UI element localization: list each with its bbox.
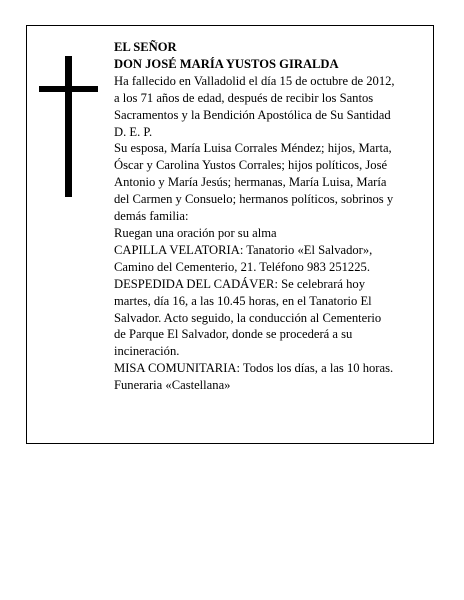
cross-horizontal-bar: [39, 86, 98, 92]
obituary-text: [114, 39, 430, 394]
deceased-name: DON JOSÉ MARÍA YUSTOS GIRALDA: [114, 56, 339, 71]
body-line: D. E. P.: [114, 124, 153, 139]
body-line: Ha fallecido en Valladolid el día 15 de octubre de 2012,: [114, 73, 395, 88]
body-line: Ruegan una oración por su alma: [114, 225, 277, 240]
body-line: DESPEDIDA DEL CADÁVER: Se celebrará hoy: [114, 276, 366, 291]
body-line: de Parque El Salvador, donde se procederá a su: [114, 327, 353, 342]
body-line: Su esposa, María Luisa Corrales Méndez; hijos, Marta,: [114, 141, 392, 156]
body-line: Salvador. Acto seguido, la conducción al Cementerio: [114, 310, 382, 325]
body-line: MISA COMUNITARIA: Todos los días, a las 10 horas.: [114, 361, 394, 376]
body-line: martes, día 16, a las 10.45 horas, en el Tanatorio El: [114, 293, 372, 308]
body-line: Funeraria «Castellana»: [114, 378, 231, 393]
body-line: Antonio y María Jesús; hermanas, María Luisa, María: [114, 175, 387, 190]
body-line: incineración.: [114, 344, 180, 359]
body-line: Óscar y Carolina Yustos Corrales; hijos políticos, José: [114, 158, 388, 173]
body-line: CAPILLA VELATORIA: Tanatorio «El Salvador»,: [114, 242, 373, 257]
cross-vertical-bar: [65, 56, 72, 197]
cross-icon: [39, 56, 98, 197]
notice-title: EL SEÑOR: [114, 40, 177, 54]
body-line: Camino del Cementerio, 21. Teléfono 983 251225.: [114, 259, 370, 274]
body-line: a los 71 años de edad, después de recibir los Santos: [114, 90, 374, 105]
body-line: Sacramentos y la Bendición Apostólica de Su Santidad: [114, 107, 391, 122]
body-line: del Carmen y Consuelo; hermanos políticos, sobrinos y: [114, 192, 394, 207]
body-line: demás familia:: [114, 209, 189, 224]
